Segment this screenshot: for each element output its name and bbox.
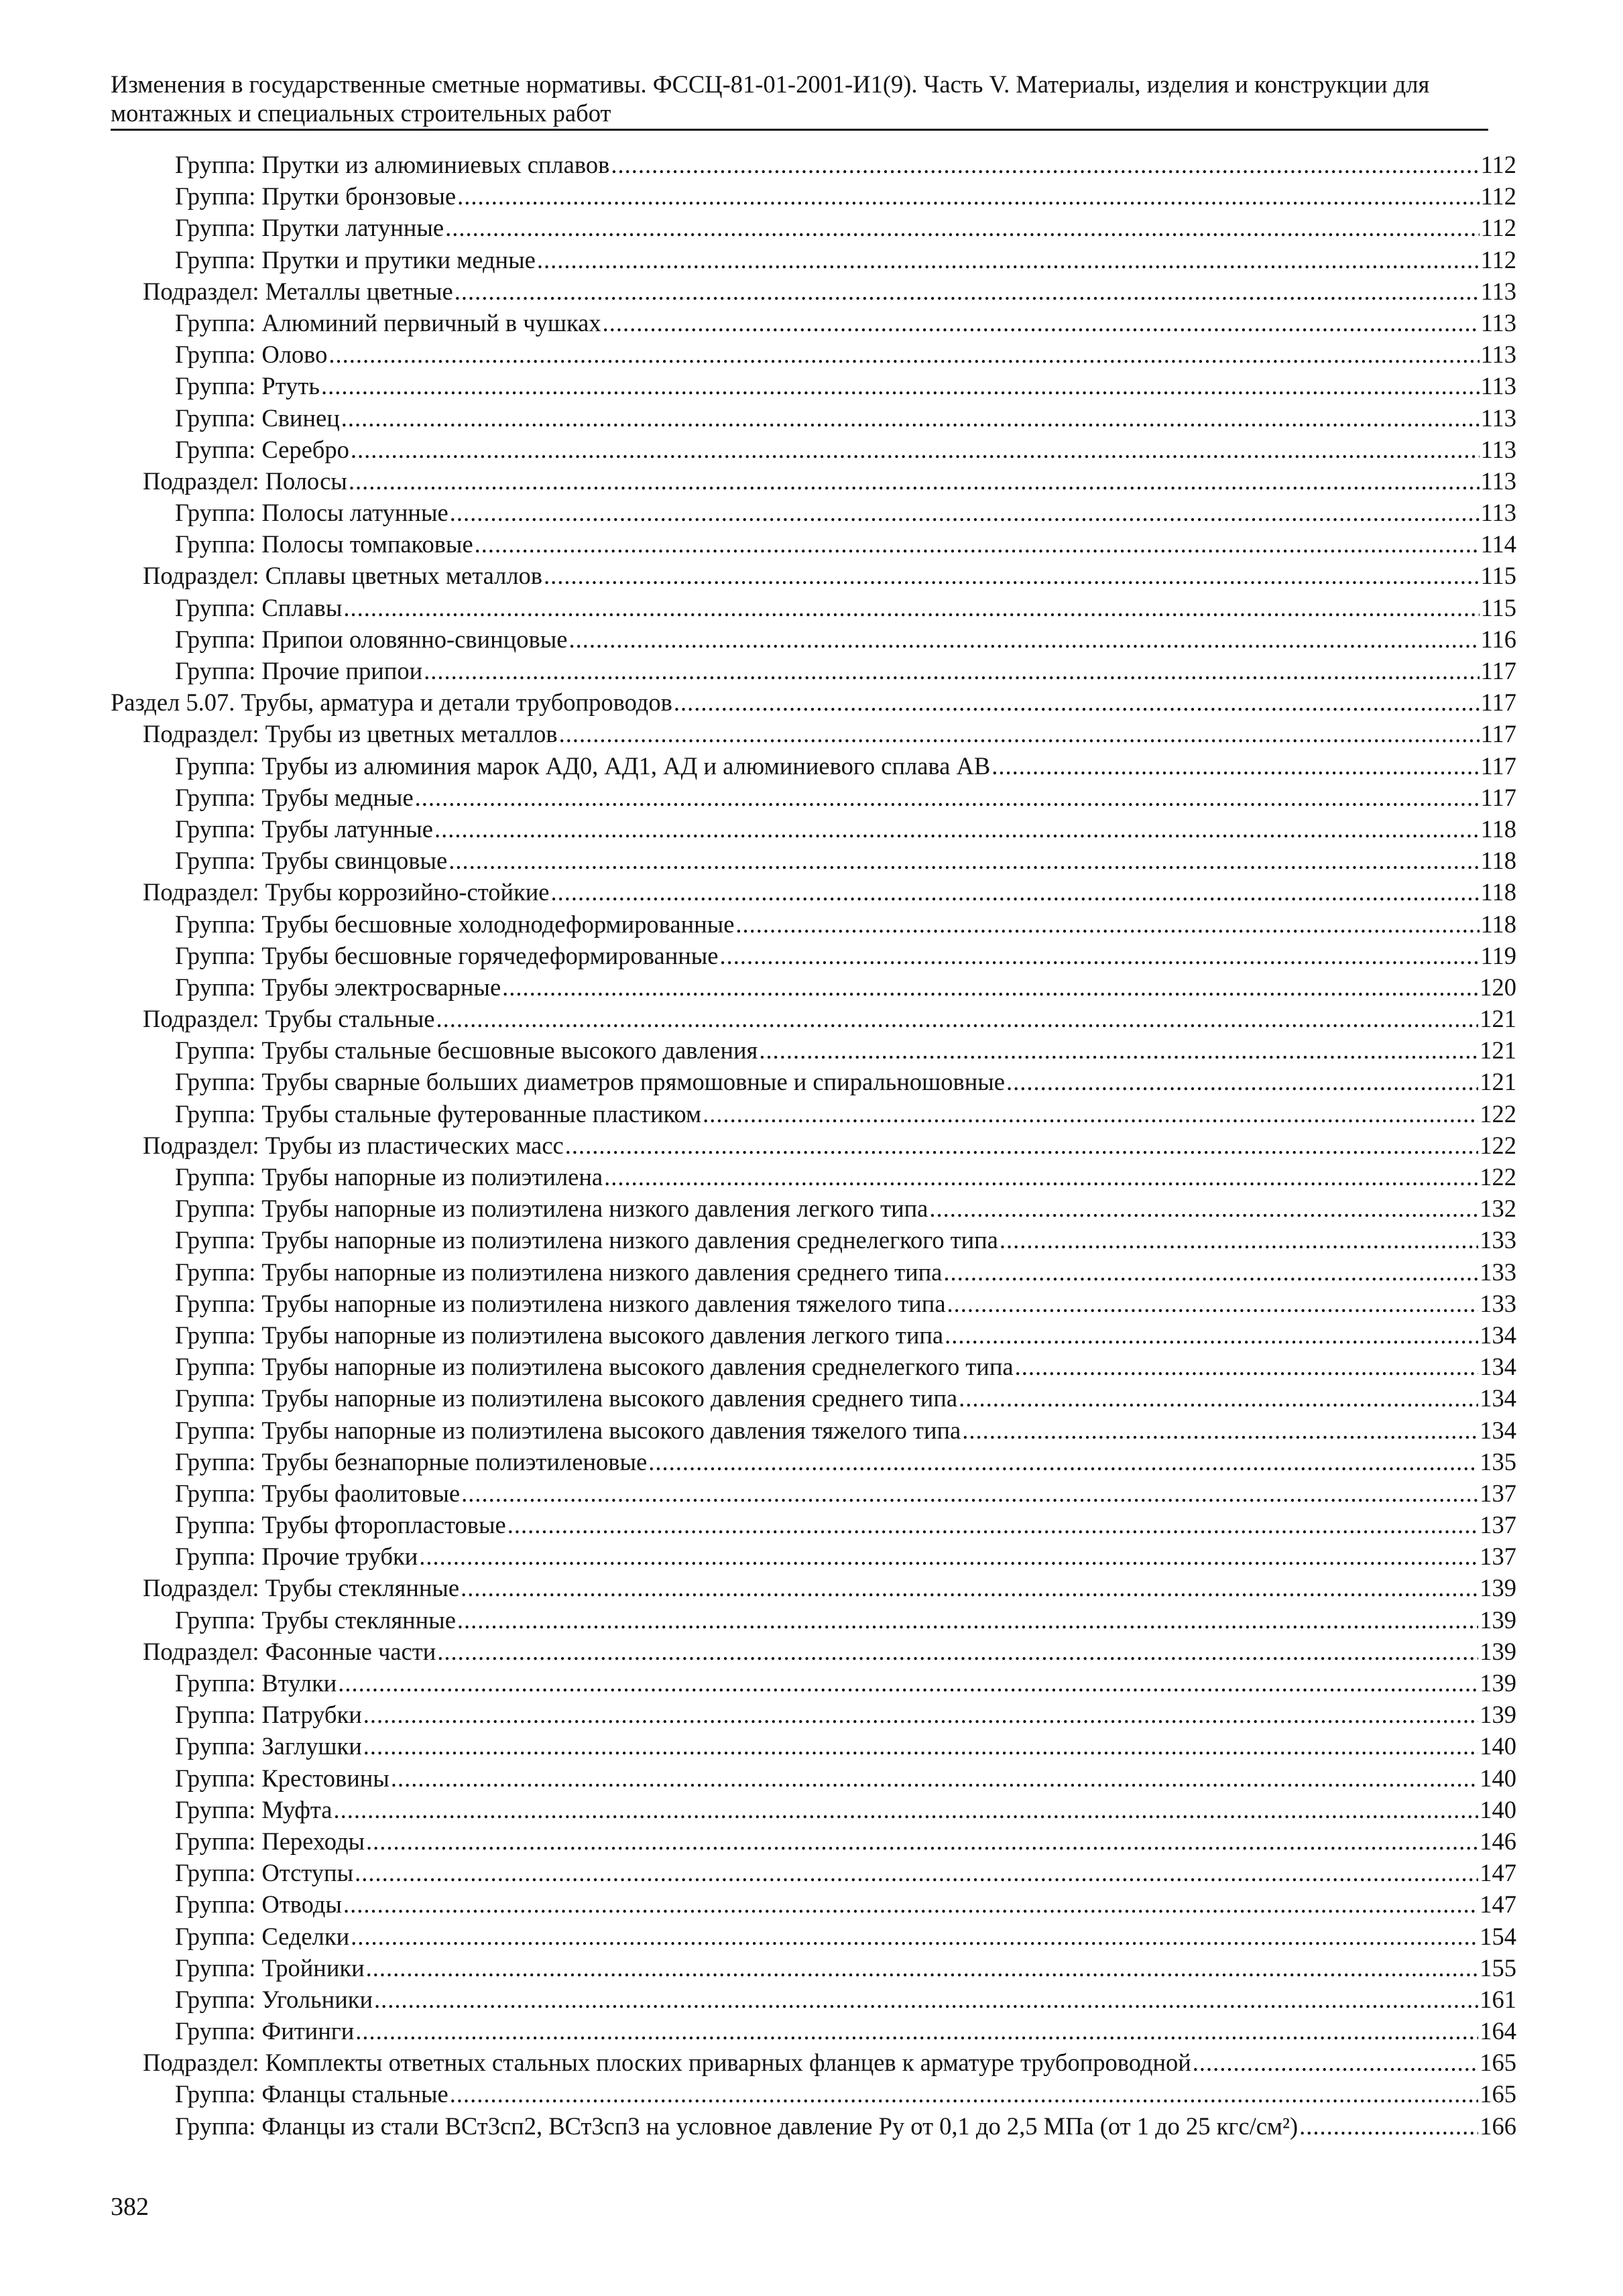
dot-leader: [959, 1382, 1478, 1414]
dot-leader: [674, 686, 1480, 718]
toc-entry-title: Группа: Трубы напорные из полиэтилена низкого давления среднелегкого типа: [175, 1226, 998, 1254]
toc-entry: [111, 307, 1516, 339]
dot-leader: [436, 1003, 1479, 1034]
toc-entry: [111, 876, 1516, 908]
toc-entry-title: Группа: Трубы напорные из полиэтилена высокого давления легкого типа: [175, 1321, 944, 1349]
dot-leader: [334, 1794, 1479, 1825]
dot-leader: [321, 370, 1480, 402]
toc-entry: [111, 2110, 1516, 2142]
toc-entry: [111, 1509, 1516, 1540]
toc-entry-title: Группа: Трубы напорные из полиэтилена: [175, 1163, 603, 1191]
dot-leader: [343, 1888, 1478, 1920]
toc-entry: [111, 750, 1516, 782]
dot-leader: [507, 1509, 1479, 1540]
dot-leader: [991, 750, 1479, 782]
toc-entry-page: 116: [1480, 625, 1516, 653]
toc-entry: [111, 845, 1516, 876]
toc-entry: [111, 370, 1516, 402]
toc-entry-page: 112: [1480, 151, 1516, 178]
toc-entry-page: 139: [1480, 1574, 1516, 1602]
dot-leader: [448, 845, 1479, 876]
toc-entry: [111, 1667, 1516, 1699]
dot-leader: [450, 2078, 1479, 2110]
toc-entry-page: 132: [1480, 1195, 1516, 1223]
dot-leader: [366, 1952, 1479, 1984]
toc-entry-page: 119: [1480, 941, 1516, 969]
toc-entry: [111, 1825, 1516, 1857]
toc-entry-page: 133: [1480, 1289, 1516, 1317]
toc-entry-page: 113: [1480, 435, 1516, 463]
dot-leader: [611, 149, 1479, 180]
toc-entry-title: Подраздел: Металлы цветные: [143, 277, 453, 305]
toc-entry-page: 122: [1480, 1163, 1516, 1191]
dot-leader: [351, 434, 1480, 465]
toc-entry-title: Группа: Фланцы из стали ВСт3сп2, ВСт3сп3 на условное давление Ру от 0,1 до 2,5 МПа (от 1 до 25 кгс/см²): [175, 2112, 1299, 2140]
toc-entry-title: Раздел 5.07. Трубы, арматура и детали трубопроводов: [111, 688, 672, 717]
dot-leader: [366, 1825, 1478, 1857]
toc-entry-page: 134: [1480, 1416, 1516, 1444]
toc-entry-page: 113: [1480, 372, 1516, 400]
toc-entry: [111, 1477, 1516, 1509]
toc-entry-title: Группа: Муфта: [175, 1795, 333, 1823]
dot-leader: [720, 940, 1480, 971]
toc-entry-page: 161: [1480, 1985, 1516, 2013]
toc-entry-page: 118: [1480, 847, 1516, 875]
table-of-contents: [111, 149, 1516, 2142]
toc-entry: [111, 1446, 1516, 1477]
dot-leader: [450, 497, 1480, 528]
dot-leader: [355, 2015, 1478, 2047]
dot-leader: [341, 402, 1480, 434]
toc-entry: [111, 1984, 1516, 2015]
dot-leader: [603, 307, 1480, 339]
toc-entry-title: Группа: Трубы напорные из полиэтилена высокого давления тяжелого типа: [175, 1416, 961, 1444]
toc-entry-title: Группа: Тройники: [175, 1953, 365, 1982]
toc-entry: [111, 2047, 1516, 2078]
toc-entry: [111, 434, 1516, 465]
toc-entry-page: 117: [1480, 688, 1516, 717]
toc-entry: [111, 1256, 1516, 1288]
toc-entry-page: 121: [1480, 1005, 1516, 1033]
toc-entry-title: Группа: Олово: [175, 341, 328, 369]
toc-entry-title: Группа: Фланцы стальные: [175, 2080, 448, 2108]
toc-entry-title: Группа: Полосы томпаковые: [175, 530, 473, 558]
toc-entry: [111, 276, 1516, 307]
toc-entry: [111, 149, 1516, 180]
dot-leader: [565, 1130, 1479, 1161]
toc-entry-title: Группа: Сплавы: [175, 593, 343, 621]
dot-leader: [363, 1699, 1479, 1730]
toc-entry: [111, 1636, 1516, 1667]
toc-entry-page: 133: [1480, 1226, 1516, 1254]
toc-entry: [111, 1319, 1516, 1351]
dot-leader: [502, 971, 1478, 1003]
toc-entry-title: Группа: Прочие припои: [175, 657, 423, 684]
toc-entry-page: 120: [1480, 973, 1516, 1001]
toc-entry: [111, 497, 1516, 528]
toc-entry: [111, 180, 1516, 212]
toc-entry-page: 134: [1480, 1384, 1516, 1412]
toc-entry-title: Группа: Патрубки: [175, 1701, 362, 1729]
toc-entry-page: 121: [1480, 1068, 1516, 1096]
toc-entry-title: Группа: Угольники: [175, 1985, 373, 2013]
toc-entry-title: Группа: Переходы: [175, 1827, 365, 1855]
toc-entry: [111, 1921, 1516, 1952]
toc-entry-title: Группа: Трубы стальные футерованные пластиком: [175, 1099, 702, 1128]
toc-entry-title: Группа: Трубы бесшовные холоднодеформированные: [175, 910, 735, 938]
toc-entry-page: 118: [1480, 814, 1516, 843]
toc-entry-title: Подраздел: Сплавы цветных металлов: [143, 562, 543, 590]
toc-entry-page: 139: [1480, 1669, 1516, 1697]
dot-leader: [1193, 2047, 1478, 2078]
dot-leader: [947, 1288, 1479, 1319]
toc-entry: [111, 402, 1516, 434]
dot-leader: [759, 1034, 1478, 1066]
toc-entry: [111, 1857, 1516, 1888]
toc-entry-page: 147: [1480, 1859, 1516, 1887]
toc-entry-page: 146: [1480, 1827, 1516, 1855]
dot-leader: [1006, 1066, 1478, 1097]
toc-entry: [111, 1351, 1516, 1382]
toc-entry-title: Группа: Трубы бесшовные горячедеформированные: [175, 941, 719, 969]
toc-entry-page: 118: [1480, 910, 1516, 938]
toc-entry-page: 165: [1480, 2080, 1516, 2108]
toc-entry: [111, 908, 1516, 940]
dot-leader: [328, 339, 1479, 370]
toc-entry: [111, 1572, 1516, 1604]
toc-entry-page: 134: [1480, 1353, 1516, 1381]
dot-leader: [1000, 1224, 1478, 1256]
toc-entry-page: 113: [1480, 467, 1516, 495]
toc-entry-page: 140: [1480, 1764, 1516, 1792]
toc-entry: [111, 623, 1516, 655]
dot-leader: [537, 244, 1480, 276]
toc-entry-page: 115: [1480, 562, 1516, 590]
dot-leader: [457, 1604, 1478, 1636]
toc-entry: [111, 1288, 1516, 1319]
toc-entry: [111, 212, 1516, 243]
toc-entry-title: Группа: Алюминий первичный в чушках: [175, 308, 601, 337]
toc-entry-title: Группа: Прутки бронзовые: [175, 182, 457, 210]
toc-entry: [111, 592, 1516, 623]
dot-leader: [374, 1984, 1478, 2015]
toc-entry-page: 155: [1480, 1953, 1516, 1982]
dot-leader: [945, 1319, 1478, 1351]
toc-entry-title: Группа: Свинец: [175, 404, 340, 432]
dot-leader: [419, 1540, 1478, 1572]
dot-leader: [943, 1256, 1478, 1288]
toc-entry-page: 112: [1480, 214, 1516, 242]
toc-entry-title: Группа: Полосы латунные: [175, 499, 448, 527]
dot-leader: [703, 1098, 1478, 1130]
toc-entry: [111, 813, 1516, 845]
toc-entry: [111, 1699, 1516, 1730]
dot-leader: [338, 1667, 1478, 1699]
toc-entry-page: 166: [1480, 2112, 1516, 2140]
toc-entry-title: Группа: Прутки и прутики медные: [175, 245, 536, 274]
toc-entry: [111, 1762, 1516, 1794]
dot-leader: [349, 465, 1480, 497]
toc-entry-title: Группа: Трубы сварные больших диаметров прямошовные и спиральношовные: [175, 1068, 1005, 1096]
dot-leader: [1299, 2110, 1478, 2142]
dot-leader: [604, 1161, 1478, 1193]
toc-entry-title: Подраздел: Фасонные части: [143, 1637, 436, 1665]
dot-leader: [559, 718, 1480, 749]
toc-entry: [111, 1161, 1516, 1193]
toc-entry-page: 135: [1480, 1447, 1516, 1475]
toc-entry-page: 113: [1480, 499, 1516, 527]
toc-entry: [111, 1888, 1516, 1920]
toc-entry: [111, 2078, 1516, 2110]
toc-entry-title: Группа: Трубы напорные из полиэтилена высокого давления среднелегкого типа: [175, 1353, 1014, 1381]
toc-entry-page: 112: [1480, 182, 1516, 210]
toc-entry-page: 112: [1480, 245, 1516, 274]
toc-entry-title: Группа: Припои оловянно-свинцовые: [175, 625, 568, 653]
toc-entry-title: Группа: Трубы стальные бесшовные высокого давления: [175, 1036, 758, 1065]
toc-entry-page: 117: [1480, 783, 1516, 811]
dot-leader: [1015, 1351, 1479, 1382]
dot-leader: [735, 908, 1479, 940]
toc-entry: [111, 782, 1516, 813]
toc-entry: [111, 718, 1516, 749]
toc-entry-title: Группа: Трубы электросварные: [175, 973, 501, 1001]
toc-entry-page: 118: [1480, 878, 1516, 906]
toc-entry-page: 137: [1480, 1511, 1516, 1539]
dot-leader: [461, 1572, 1478, 1604]
toc-entry-page: 133: [1480, 1258, 1516, 1286]
toc-entry: [111, 971, 1516, 1003]
dot-leader: [475, 528, 1480, 560]
page-header: Изменения в государственные сметные нормативы. ФССЦ-81-01-2001-И1(9). Часть V. Материалы, изделия и конструкции для монтажных и специальных строительных работ: [111, 70, 1488, 131]
toc-entry-title: Группа: Трубы стеклянные: [175, 1606, 456, 1634]
dot-leader: [929, 1193, 1478, 1224]
toc-entry-title: Подраздел: Комплекты ответных стальных плоских приварных фланцев к арматуре трубопроводной: [143, 2049, 1191, 2077]
toc-entry-title: Подраздел: Трубы из цветных металлов: [143, 720, 558, 748]
toc-entry-title: Группа: Серебро: [175, 435, 349, 463]
toc-entry-title: Группа: Прутки латунные: [175, 214, 444, 242]
dot-leader: [415, 782, 1480, 813]
dot-leader: [437, 1636, 1478, 1667]
toc-entry-title: Группа: Трубы фаолитовые: [175, 1479, 461, 1507]
dot-leader: [962, 1414, 1478, 1446]
dot-leader: [648, 1446, 1478, 1477]
dot-leader: [355, 1857, 1478, 1888]
toc-entry-page: 139: [1480, 1606, 1516, 1634]
toc-entry-title: Группа: Крестовины: [175, 1764, 389, 1792]
toc-entry: [111, 1540, 1516, 1572]
toc-entry: [111, 1066, 1516, 1097]
toc-entry-title: Группа: Ртуть: [175, 372, 320, 400]
toc-entry-page: 140: [1480, 1795, 1516, 1823]
toc-entry-title: Группа: Прутки из алюминиевых сплавов: [175, 151, 610, 178]
toc-entry: [111, 339, 1516, 370]
dot-leader: [424, 655, 1479, 686]
toc-entry: [111, 528, 1516, 560]
toc-entry-page: 122: [1480, 1131, 1516, 1159]
toc-entry-page: 113: [1480, 404, 1516, 432]
dot-leader: [363, 1730, 1478, 1762]
toc-entry-title: Группа: Трубы напорные из полиэтилена низкого давления тяжелого типа: [175, 1289, 946, 1317]
dot-leader: [445, 212, 1480, 243]
toc-entry-page: 122: [1480, 1099, 1516, 1128]
toc-entry-title: Группа: Трубы из алюминия марок АД0, АД1, АД и алюминиевого сплава АВ: [175, 751, 991, 780]
toc-entry: [111, 1414, 1516, 1446]
toc-entry: [111, 465, 1516, 497]
toc-entry-page: 164: [1480, 2017, 1516, 2045]
toc-entry-title: Группа: Заглушки: [175, 1732, 362, 1760]
toc-entry: [111, 560, 1516, 591]
toc-entry: [111, 1224, 1516, 1256]
toc-entry: [111, 1730, 1516, 1762]
toc-entry: [111, 1604, 1516, 1636]
toc-entry: [111, 1003, 1516, 1034]
toc-entry-title: Группа: Трубы напорные из полиэтилена низкого давления легкого типа: [175, 1195, 928, 1223]
toc-entry-title: Подраздел: Трубы стальные: [143, 1005, 435, 1033]
toc-entry: [111, 1952, 1516, 1984]
toc-entry-title: Группа: Седелки: [175, 1922, 350, 1950]
toc-entry-page: 113: [1480, 277, 1516, 305]
toc-entry-page: 117: [1480, 751, 1516, 780]
toc-entry-title: Подраздел: Трубы стеклянные: [143, 1574, 460, 1602]
toc-entry-page: 140: [1480, 1732, 1516, 1760]
dot-leader: [544, 560, 1480, 591]
toc-entry-title: Группа: Отводы: [175, 1890, 342, 1919]
toc-entry-page: 139: [1480, 1701, 1516, 1729]
toc-entry-title: Группа: Трубы фторопластовые: [175, 1511, 506, 1539]
toc-entry-title: Группа: Фитинги: [175, 2017, 355, 2045]
toc-entry: [111, 1382, 1516, 1414]
toc-entry: [111, 1794, 1516, 1825]
toc-entry-title: Подраздел: Трубы из пластических масс: [143, 1131, 564, 1159]
toc-entry-page: 115: [1480, 593, 1516, 621]
dot-leader: [568, 623, 1479, 655]
toc-entry-page: 113: [1480, 341, 1516, 369]
dot-leader: [457, 180, 1480, 212]
dot-leader: [434, 813, 1480, 845]
dot-leader: [461, 1477, 1478, 1509]
toc-entry: [111, 1130, 1516, 1161]
toc-entry: [111, 2015, 1516, 2047]
toc-entry: [111, 1193, 1516, 1224]
toc-entry: [111, 244, 1516, 276]
dot-leader: [455, 276, 1480, 307]
toc-entry-title: Группа: Трубы безнапорные полиэтиленовые: [175, 1447, 648, 1475]
toc-entry-page: 139: [1480, 1637, 1516, 1665]
toc-entry-page: 114: [1480, 530, 1516, 558]
toc-entry-page: 134: [1480, 1321, 1516, 1349]
toc-entry-title: Группа: Трубы напорные из полиэтилена низкого давления среднего типа: [175, 1258, 943, 1286]
toc-entry-title: Подраздел: Полосы: [143, 467, 347, 495]
toc-entry-title: Группа: Трубы латунные: [175, 814, 433, 843]
dot-leader: [391, 1762, 1478, 1794]
toc-entry-title: Подраздел: Трубы коррозийно-стойкие: [143, 878, 550, 906]
toc-entry-title: Группа: Отступы: [175, 1859, 354, 1887]
toc-entry-page: 113: [1480, 308, 1516, 337]
dot-leader: [343, 592, 1479, 623]
toc-entry-page: 117: [1480, 720, 1516, 748]
toc-entry-page: 154: [1480, 1922, 1516, 1950]
toc-entry-title: Группа: Втулки: [175, 1669, 337, 1697]
toc-entry-title: Группа: Трубы напорные из полиэтилена высокого давления среднего типа: [175, 1384, 958, 1412]
toc-entry-page: 117: [1480, 657, 1516, 684]
toc-entry: [111, 1034, 1516, 1066]
toc-entry-page: 165: [1480, 2049, 1516, 2077]
toc-entry: [111, 655, 1516, 686]
toc-entry-page: 137: [1480, 1543, 1516, 1571]
toc-entry-title: Группа: Прочие трубки: [175, 1543, 418, 1571]
toc-entry-title: Группа: Трубы свинцовые: [175, 847, 448, 875]
dot-leader: [550, 876, 1479, 908]
toc-entry-page: 147: [1480, 1890, 1516, 1919]
dot-leader: [351, 1921, 1478, 1952]
toc-entry: [111, 940, 1516, 971]
toc-entry: [111, 1098, 1516, 1130]
toc-entry-page: 137: [1480, 1479, 1516, 1507]
page-number: 382: [111, 2193, 149, 2221]
toc-entry: [111, 686, 1516, 718]
toc-entry-page: 121: [1480, 1036, 1516, 1065]
toc-entry-title: Группа: Трубы медные: [175, 783, 414, 811]
